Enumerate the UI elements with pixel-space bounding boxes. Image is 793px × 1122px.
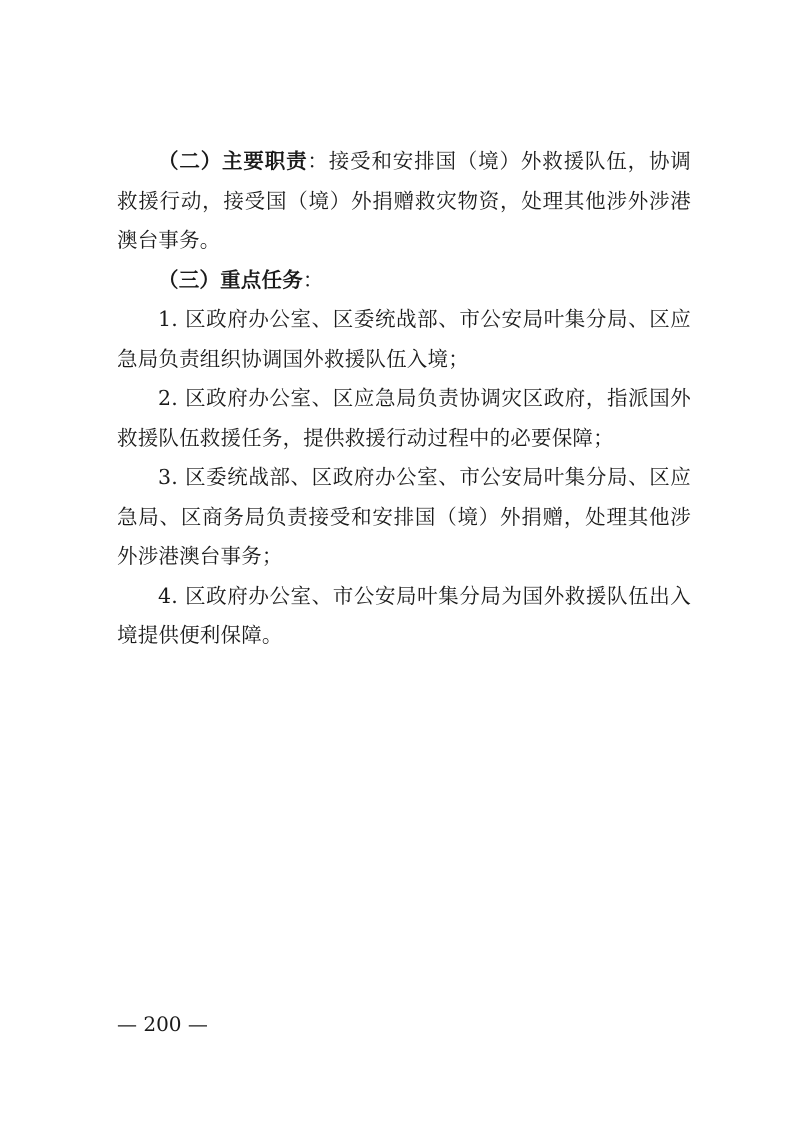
section-two-paragraph <box>117 142 691 261</box>
section-three-label: （三）重点任务 <box>158 267 303 292</box>
section-three-suffix: ： <box>302 267 324 292</box>
page-number: — 200 — <box>117 1012 208 1036</box>
section-two-text: ：接受和安排国（境）外救援队伍，协调救援行动，接受国（境）外捐赠救灾物资，处理其他涉外涉港澳台事务。 <box>117 149 691 252</box>
section-two-label: （二）主要职责 <box>158 149 308 173</box>
task-item: 2. 区政府办公室、区应急局负责协调灾区政府，指派国外救援队伍救援任务，提供救援行动过程中的必要保障； <box>117 386 691 450</box>
task-item: 4. 区政府办公室、市公安局叶集分局为国外救援队伍出入境提供便利保障。 <box>117 583 691 647</box>
section-three-heading <box>117 261 691 301</box>
task-item: 3. 区委统战部、区政府办公室、市公安局叶集分局、区应急局、区商务局负责接受和安排国（境）外捐赠，处理其他涉外涉港澳台事务； <box>117 465 691 568</box>
document-body <box>117 142 691 656</box>
task-item: 1. 区政府办公室、区委统战部、市公安局叶集分局、区应急局负责组织协调国外救援队伍入境； <box>117 307 691 371</box>
